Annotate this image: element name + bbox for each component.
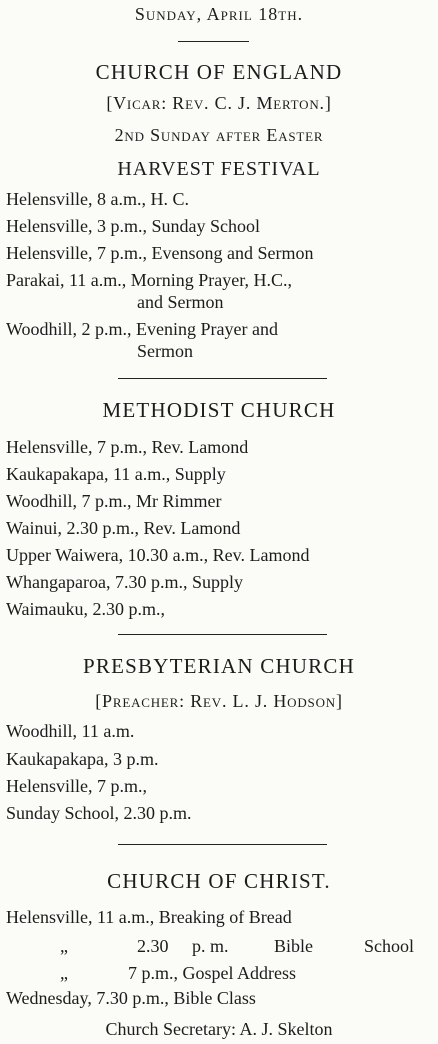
service-line: Upper Waiwera, 10.30 a.m., Rev. Lamond [6, 545, 310, 565]
service-bible: Bible [274, 936, 313, 956]
section-title-methodist: METHODIST CHURCH [102, 398, 336, 422]
service-pm: p. m. [192, 936, 229, 956]
service-line: Woodhill, 11 a.m. [6, 721, 135, 741]
ditto-mark: „ [60, 936, 68, 956]
service-line: Helensville, 7 p.m., Rev. Lamond [6, 437, 249, 457]
service-line: Helensville, 8 a.m., H. C. [6, 189, 189, 209]
service-line: Wednesday, 7.30 p.m., Bible Class [6, 988, 256, 1008]
service-line-continued: Sermon [137, 341, 193, 361]
service-line: Woodhill, 2 p.m., Evening Prayer and [6, 319, 279, 339]
service-line-continued: and Sermon [137, 292, 224, 312]
service-line: Woodhill, 7 p.m., Mr Rimmer [6, 491, 222, 511]
service-line: Kaukapakapa, 3 p.m. [6, 749, 159, 769]
section-title-church-of-christ: CHURCH OF CHRIST. [107, 869, 331, 893]
secretary-line: Church Secretary: A. J. Skelton [105, 1019, 333, 1039]
section-title-presbyterian: PRESBYTERIAN CHURCH [83, 654, 355, 678]
date-line: Sunday, April 18th. [134, 4, 304, 24]
service-line: Helensville, 7 p.m., [6, 776, 147, 796]
divider [118, 634, 327, 635]
service-school: School [364, 936, 415, 956]
service-line: Wainui, 2.30 p.m., Rev. Lamond [6, 518, 241, 538]
vicar-line: [Vicar: Rev. C. J. Merton.] [106, 93, 332, 113]
festival-line: HARVEST FESTIVAL [117, 158, 321, 180]
divider [178, 41, 249, 42]
service-line: Helensville, 3 p.m., Sunday School [6, 216, 260, 236]
service-line: Helensville, 11 a.m., Breaking of Bread [6, 907, 292, 927]
section-title-church-of-england: CHURCH OF ENGLAND [95, 60, 343, 84]
service-time: 2.30 [137, 936, 169, 956]
service-detail: 7 p.m., Gospel Address [128, 963, 296, 983]
service-line: Waimauku, 2.30 p.m., [6, 599, 166, 619]
ditto-mark: „ [60, 963, 68, 983]
service-line: Parakai, 11 a.m., Morning Prayer, H.C., [6, 270, 293, 290]
service-line: Sunday School, 2.30 p.m. [6, 803, 192, 823]
service-line: Helensville, 7 p.m., Evensong and Sermon [6, 243, 314, 263]
service-line: Whangaparoa, 7.30 p.m., Supply [6, 572, 243, 592]
divider [118, 844, 327, 845]
service-line: Kaukapakapa, 11 a.m., Supply [6, 464, 226, 484]
occasion-line: 2nd Sunday after Easter [114, 125, 324, 145]
divider [118, 378, 327, 379]
preacher-line: [Preacher: Rev. L. J. Hodson] [95, 691, 343, 711]
